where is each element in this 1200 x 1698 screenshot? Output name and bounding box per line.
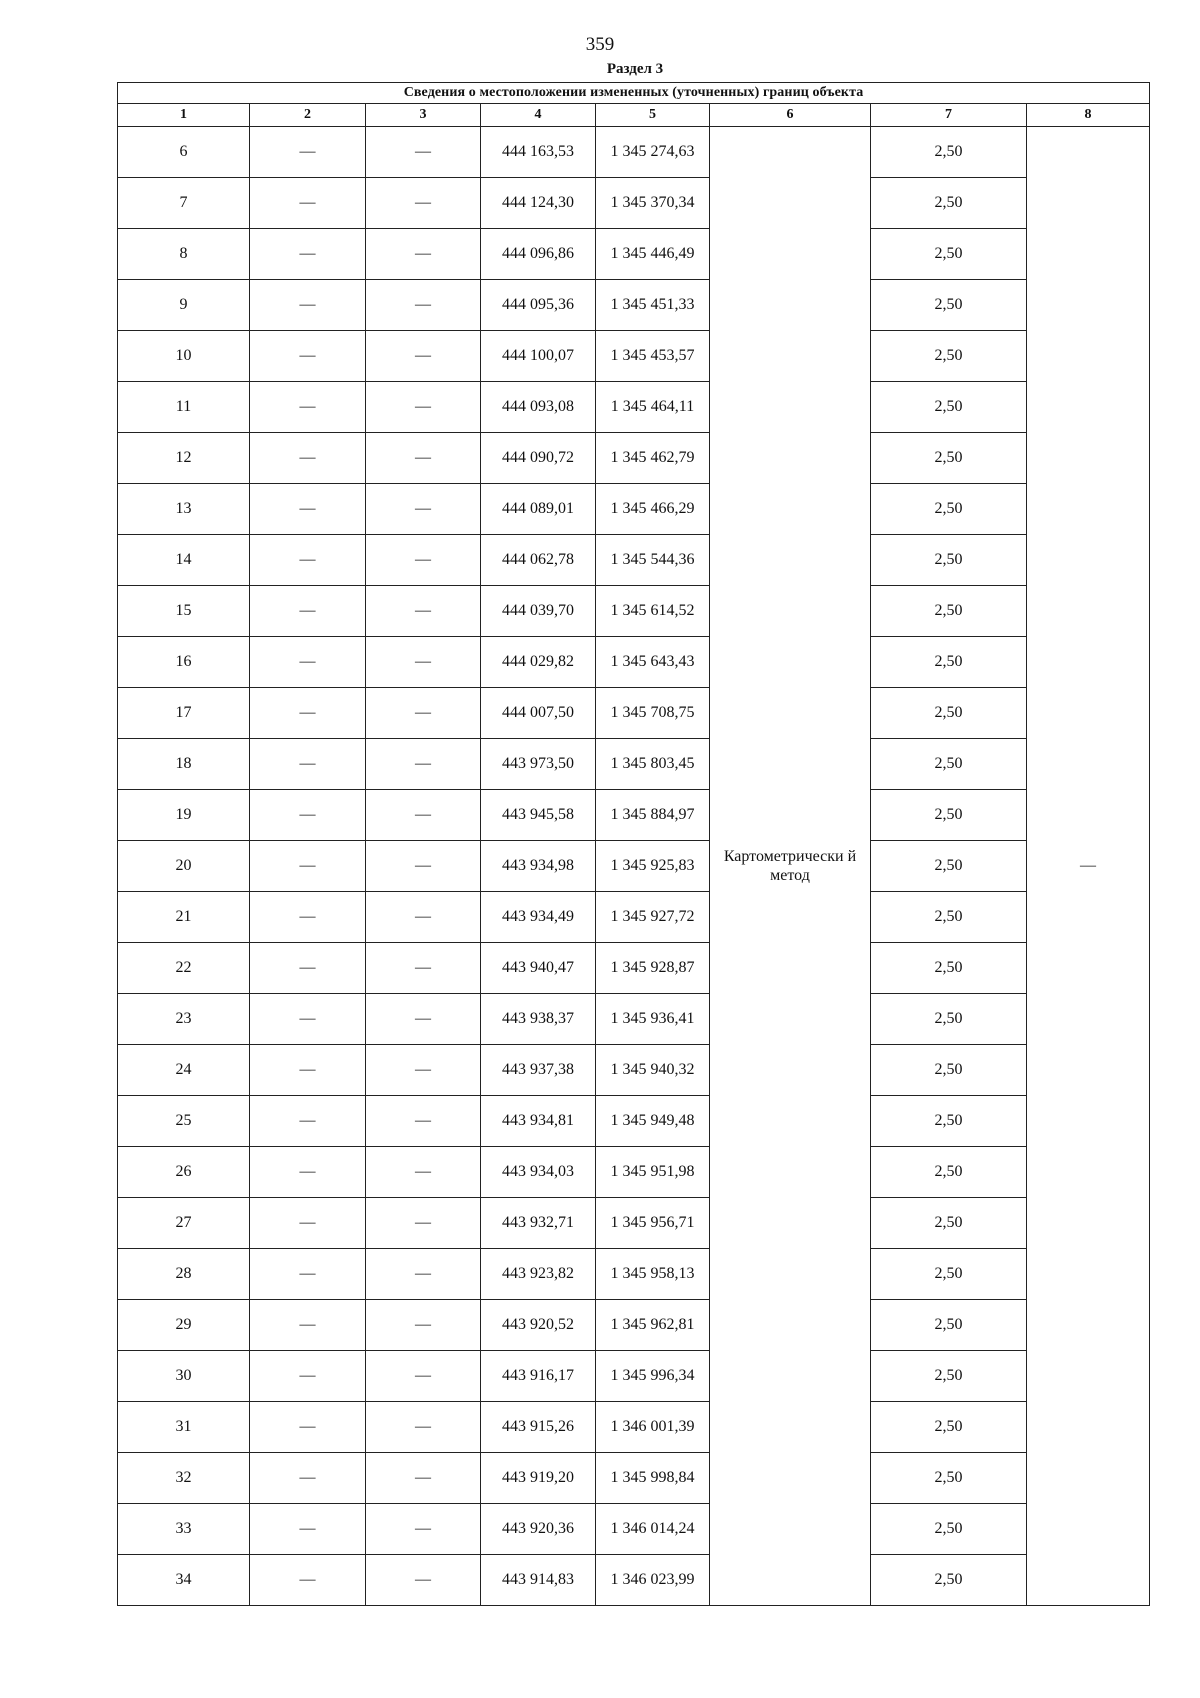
point-number: 22 bbox=[118, 943, 250, 994]
table-row bbox=[118, 1300, 1150, 1351]
coordinate-x: 443 934,03 bbox=[481, 1147, 596, 1198]
coordinate-x: 444 090,72 bbox=[481, 433, 596, 484]
coordinate-x: 443 932,71 bbox=[481, 1198, 596, 1249]
column-2-value: — bbox=[250, 688, 366, 739]
column-2-value: — bbox=[250, 1147, 366, 1198]
coordinate-x: 443 920,52 bbox=[481, 1300, 596, 1351]
coordinate-y: 1 345 927,72 bbox=[596, 892, 710, 943]
accuracy-value: 2,50 bbox=[871, 841, 1027, 892]
table-row bbox=[118, 280, 1150, 331]
accuracy-value: 2,50 bbox=[871, 535, 1027, 586]
column-2-value: — bbox=[250, 1198, 366, 1249]
table-row bbox=[118, 739, 1150, 790]
column-number: 2 bbox=[250, 104, 366, 127]
table-row bbox=[118, 1453, 1150, 1504]
column-3-value: — bbox=[366, 1453, 481, 1504]
point-number: 23 bbox=[118, 994, 250, 1045]
accuracy-value: 2,50 bbox=[871, 688, 1027, 739]
column-3-value: — bbox=[366, 484, 481, 535]
column-2-value: — bbox=[250, 280, 366, 331]
point-number: 7 bbox=[118, 178, 250, 229]
column-3-value: — bbox=[366, 1504, 481, 1555]
coordinate-x: 443 923,82 bbox=[481, 1249, 596, 1300]
point-number: 20 bbox=[118, 841, 250, 892]
table-row bbox=[118, 535, 1150, 586]
column-3-value: — bbox=[366, 1351, 481, 1402]
table-row bbox=[118, 433, 1150, 484]
point-number: 8 bbox=[118, 229, 250, 280]
point-number: 13 bbox=[118, 484, 250, 535]
column-number: 8 bbox=[1027, 104, 1150, 127]
table-row bbox=[118, 1402, 1150, 1453]
coordinate-y: 1 345 466,29 bbox=[596, 484, 710, 535]
column-3-value: — bbox=[366, 127, 481, 178]
table-row bbox=[118, 1504, 1150, 1555]
coordinate-x: 444 095,36 bbox=[481, 280, 596, 331]
column-3-value: — bbox=[366, 1555, 481, 1606]
point-number: 16 bbox=[118, 637, 250, 688]
column-3-value: — bbox=[366, 1300, 481, 1351]
column-3-value: — bbox=[366, 178, 481, 229]
column-2-value: — bbox=[250, 1300, 366, 1351]
accuracy-value: 2,50 bbox=[871, 331, 1027, 382]
table-row bbox=[118, 1351, 1150, 1402]
column-2-value: — bbox=[250, 790, 366, 841]
column-number: 3 bbox=[366, 104, 481, 127]
coordinate-y: 1 345 453,57 bbox=[596, 331, 710, 382]
column-2-value: — bbox=[250, 127, 366, 178]
coordinate-x: 444 093,08 bbox=[481, 382, 596, 433]
coordinate-y: 1 345 464,11 bbox=[596, 382, 710, 433]
point-number: 11 bbox=[118, 382, 250, 433]
column-3-value: — bbox=[366, 586, 481, 637]
coordinate-y: 1 345 998,84 bbox=[596, 1453, 710, 1504]
column-3-value: — bbox=[366, 739, 481, 790]
point-number: 26 bbox=[118, 1147, 250, 1198]
coordinate-x: 444 124,30 bbox=[481, 178, 596, 229]
accuracy-value: 2,50 bbox=[871, 484, 1027, 535]
column-2-value: — bbox=[250, 331, 366, 382]
point-number: 10 bbox=[118, 331, 250, 382]
point-number: 30 bbox=[118, 1351, 250, 1402]
coordinate-y: 1 345 958,13 bbox=[596, 1249, 710, 1300]
coordinate-x: 443 934,81 bbox=[481, 1096, 596, 1147]
coordinate-x: 444 039,70 bbox=[481, 586, 596, 637]
coordinate-y: 1 345 940,32 bbox=[596, 1045, 710, 1096]
accuracy-value: 2,50 bbox=[871, 1249, 1027, 1300]
column-3-value: — bbox=[366, 790, 481, 841]
table-row bbox=[118, 127, 1150, 178]
table-row bbox=[118, 892, 1150, 943]
point-number: 6 bbox=[118, 127, 250, 178]
coordinate-x: 444 163,53 bbox=[481, 127, 596, 178]
column-3-value: — bbox=[366, 1249, 481, 1300]
coordinate-y: 1 346 001,39 bbox=[596, 1402, 710, 1453]
column-2-value: — bbox=[250, 484, 366, 535]
column-3-value: — bbox=[366, 1096, 481, 1147]
point-number: 34 bbox=[118, 1555, 250, 1606]
coordinate-x: 443 916,17 bbox=[481, 1351, 596, 1402]
coordinate-x: 443 919,20 bbox=[481, 1453, 596, 1504]
column-2-value: — bbox=[250, 229, 366, 280]
table-row bbox=[118, 943, 1150, 994]
accuracy-value: 2,50 bbox=[871, 1504, 1027, 1555]
coordinate-x: 443 920,36 bbox=[481, 1504, 596, 1555]
accuracy-value: 2,50 bbox=[871, 790, 1027, 841]
coordinate-x: 444 096,86 bbox=[481, 229, 596, 280]
table-row bbox=[118, 841, 1150, 892]
coordinate-y: 1 345 446,49 bbox=[596, 229, 710, 280]
accuracy-value: 2,50 bbox=[871, 892, 1027, 943]
point-number: 24 bbox=[118, 1045, 250, 1096]
coordinate-x: 443 915,26 bbox=[481, 1402, 596, 1453]
point-number: 15 bbox=[118, 586, 250, 637]
table-row bbox=[118, 1147, 1150, 1198]
accuracy-value: 2,50 bbox=[871, 1453, 1027, 1504]
table-row bbox=[118, 331, 1150, 382]
accuracy-value: 2,50 bbox=[871, 1402, 1027, 1453]
coordinate-y: 1 345 544,36 bbox=[596, 535, 710, 586]
coordinate-y: 1 345 274,63 bbox=[596, 127, 710, 178]
point-number: 12 bbox=[118, 433, 250, 484]
column-2-value: — bbox=[250, 943, 366, 994]
table-row bbox=[118, 178, 1150, 229]
accuracy-value: 2,50 bbox=[871, 229, 1027, 280]
table-caption: Сведения о местоположении измененных (уточненных) границ объекта bbox=[118, 83, 1150, 104]
column-3-value: — bbox=[366, 994, 481, 1045]
coordinate-y: 1 345 451,33 bbox=[596, 280, 710, 331]
column-2-value: — bbox=[250, 1555, 366, 1606]
point-number: 14 bbox=[118, 535, 250, 586]
column-number-row bbox=[118, 104, 1150, 127]
column-3-value: — bbox=[366, 637, 481, 688]
column-3-value: — bbox=[366, 382, 481, 433]
column-3-value: — bbox=[366, 1147, 481, 1198]
table-row bbox=[118, 994, 1150, 1045]
coordinate-x: 443 914,83 bbox=[481, 1555, 596, 1606]
column-3-value: — bbox=[366, 943, 481, 994]
column-2-value: — bbox=[250, 1453, 366, 1504]
coordinate-y: 1 345 884,97 bbox=[596, 790, 710, 841]
coordinate-y: 1 345 643,43 bbox=[596, 637, 710, 688]
page-number: 359 bbox=[585, 34, 615, 55]
table-row bbox=[118, 688, 1150, 739]
point-number: 18 bbox=[118, 739, 250, 790]
column-2-value: — bbox=[250, 1351, 366, 1402]
column-2-value: — bbox=[250, 892, 366, 943]
column-2-value: — bbox=[250, 586, 366, 637]
accuracy-value: 2,50 bbox=[871, 739, 1027, 790]
column-number: 6 bbox=[710, 104, 871, 127]
accuracy-value: 2,50 bbox=[871, 1300, 1027, 1351]
accuracy-value: 2,50 bbox=[871, 1555, 1027, 1606]
coordinate-y: 1 345 462,79 bbox=[596, 433, 710, 484]
table-row bbox=[118, 1096, 1150, 1147]
boundary-coordinates-table bbox=[117, 82, 1150, 1606]
table-row bbox=[118, 1198, 1150, 1249]
column-number: 4 bbox=[481, 104, 596, 127]
coordinate-y: 1 345 708,75 bbox=[596, 688, 710, 739]
coordinate-y: 1 346 023,99 bbox=[596, 1555, 710, 1606]
column-2-value: — bbox=[250, 994, 366, 1045]
table-row bbox=[118, 484, 1150, 535]
column-3-value: — bbox=[366, 433, 481, 484]
coordinate-x: 443 940,47 bbox=[481, 943, 596, 994]
coordinate-y: 1 345 951,98 bbox=[596, 1147, 710, 1198]
coordinate-y: 1 345 928,87 bbox=[596, 943, 710, 994]
column-3-value: — bbox=[366, 1198, 481, 1249]
table-row bbox=[118, 1045, 1150, 1096]
accuracy-value: 2,50 bbox=[871, 178, 1027, 229]
coordinate-y: 1 345 936,41 bbox=[596, 994, 710, 1045]
determination-method: Картометрически й метод bbox=[710, 127, 871, 1606]
column-8-value: — bbox=[1027, 127, 1150, 1606]
accuracy-value: 2,50 bbox=[871, 382, 1027, 433]
column-3-value: — bbox=[366, 280, 481, 331]
coordinate-x: 444 089,01 bbox=[481, 484, 596, 535]
point-number: 29 bbox=[118, 1300, 250, 1351]
point-number: 28 bbox=[118, 1249, 250, 1300]
table-caption-row bbox=[118, 83, 1150, 104]
column-2-value: — bbox=[250, 433, 366, 484]
coordinate-x: 444 062,78 bbox=[481, 535, 596, 586]
coordinate-y: 1 345 803,45 bbox=[596, 739, 710, 790]
coordinate-y: 1 345 962,81 bbox=[596, 1300, 710, 1351]
accuracy-value: 2,50 bbox=[871, 127, 1027, 178]
coordinate-x: 443 973,50 bbox=[481, 739, 596, 790]
coordinate-y: 1 345 949,48 bbox=[596, 1096, 710, 1147]
table-row bbox=[118, 1555, 1150, 1606]
column-2-value: — bbox=[250, 739, 366, 790]
coordinate-x: 443 937,38 bbox=[481, 1045, 596, 1096]
column-3-value: — bbox=[366, 535, 481, 586]
coordinate-x: 443 934,98 bbox=[481, 841, 596, 892]
column-2-value: — bbox=[250, 1504, 366, 1555]
table-row bbox=[118, 382, 1150, 433]
coordinate-y: 1 345 370,34 bbox=[596, 178, 710, 229]
coordinate-y: 1 345 996,34 bbox=[596, 1351, 710, 1402]
point-number: 25 bbox=[118, 1096, 250, 1147]
point-number: 19 bbox=[118, 790, 250, 841]
accuracy-value: 2,50 bbox=[871, 943, 1027, 994]
accuracy-value: 2,50 bbox=[871, 1045, 1027, 1096]
coordinate-x: 443 934,49 bbox=[481, 892, 596, 943]
column-3-value: — bbox=[366, 1045, 481, 1096]
point-number: 33 bbox=[118, 1504, 250, 1555]
accuracy-value: 2,50 bbox=[871, 433, 1027, 484]
table-row bbox=[118, 586, 1150, 637]
accuracy-value: 2,50 bbox=[871, 1351, 1027, 1402]
coordinate-y: 1 345 956,71 bbox=[596, 1198, 710, 1249]
point-number: 21 bbox=[118, 892, 250, 943]
table-row bbox=[118, 1249, 1150, 1300]
accuracy-value: 2,50 bbox=[871, 1096, 1027, 1147]
point-number: 31 bbox=[118, 1402, 250, 1453]
coordinate-x: 444 029,82 bbox=[481, 637, 596, 688]
accuracy-value: 2,50 bbox=[871, 637, 1027, 688]
accuracy-value: 2,50 bbox=[871, 1147, 1027, 1198]
column-3-value: — bbox=[366, 892, 481, 943]
point-number: 17 bbox=[118, 688, 250, 739]
column-number: 1 bbox=[118, 104, 250, 127]
accuracy-value: 2,50 bbox=[871, 994, 1027, 1045]
coordinate-y: 1 345 614,52 bbox=[596, 586, 710, 637]
column-3-value: — bbox=[366, 1402, 481, 1453]
coordinate-x: 443 945,58 bbox=[481, 790, 596, 841]
point-number: 32 bbox=[118, 1453, 250, 1504]
column-2-value: — bbox=[250, 1402, 366, 1453]
column-2-value: — bbox=[250, 178, 366, 229]
section-title: Раздел 3 bbox=[606, 61, 664, 77]
point-number: 27 bbox=[118, 1198, 250, 1249]
coordinate-x: 444 007,50 bbox=[481, 688, 596, 739]
column-3-value: — bbox=[366, 331, 481, 382]
column-number: 5 bbox=[596, 104, 710, 127]
column-2-value: — bbox=[250, 382, 366, 433]
column-3-value: — bbox=[366, 229, 481, 280]
column-2-value: — bbox=[250, 1045, 366, 1096]
table-row bbox=[118, 790, 1150, 841]
coordinate-x: 443 938,37 bbox=[481, 994, 596, 1045]
coordinate-y: 1 345 925,83 bbox=[596, 841, 710, 892]
column-2-value: — bbox=[250, 841, 366, 892]
coordinate-y: 1 346 014,24 bbox=[596, 1504, 710, 1555]
accuracy-value: 2,50 bbox=[871, 280, 1027, 331]
coordinate-x: 444 100,07 bbox=[481, 331, 596, 382]
column-3-value: — bbox=[366, 688, 481, 739]
column-number: 7 bbox=[871, 104, 1027, 127]
column-3-value: — bbox=[366, 841, 481, 892]
column-2-value: — bbox=[250, 1249, 366, 1300]
column-2-value: — bbox=[250, 1096, 366, 1147]
column-2-value: — bbox=[250, 535, 366, 586]
table-row bbox=[118, 637, 1150, 688]
accuracy-value: 2,50 bbox=[871, 1198, 1027, 1249]
accuracy-value: 2,50 bbox=[871, 586, 1027, 637]
column-2-value: — bbox=[250, 637, 366, 688]
point-number: 9 bbox=[118, 280, 250, 331]
table-row bbox=[118, 229, 1150, 280]
